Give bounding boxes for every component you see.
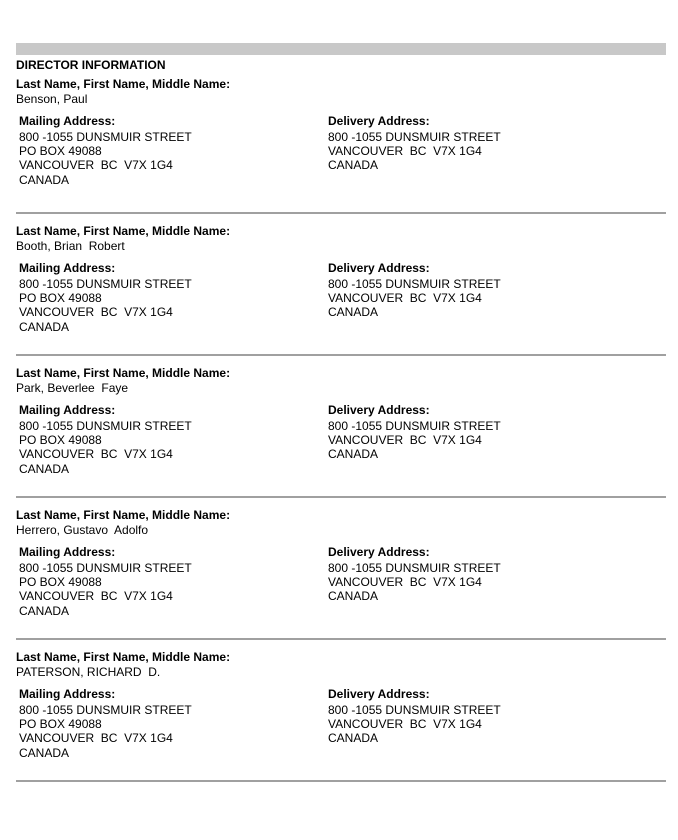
- mailing-address: [19, 545, 192, 618]
- address-line: VANCOUVER BC V7X 1G4: [19, 589, 173, 604]
- mailing-address-label: Mailing Address:: [19, 687, 116, 701]
- name-label: Last Name, First Name, Middle Name:: [16, 77, 231, 91]
- address-line: CANADA: [19, 745, 70, 760]
- section-header-bar: [16, 43, 666, 55]
- director-information-page: [16, 43, 666, 782]
- director-name: PATERSON, RICHARD D.: [16, 665, 161, 679]
- address-line: CANADA: [328, 589, 379, 604]
- director-list: [16, 77, 666, 782]
- delivery-address-label: Delivery Address:: [328, 545, 430, 559]
- address-line: VANCOUVER BC V7X 1G4: [19, 305, 173, 320]
- address-line: CANADA: [19, 319, 70, 334]
- delivery-address: [328, 403, 501, 462]
- divider: [16, 212, 666, 214]
- address-line: 800 -1055 DUNSMUIR STREET: [328, 561, 501, 575]
- director-record: [16, 366, 666, 498]
- divider: [16, 496, 666, 498]
- delivery-address-label: Delivery Address:: [328, 261, 430, 275]
- director-name: Booth, Brian Robert: [16, 239, 125, 253]
- address-line: VANCOUVER BC V7X 1G4: [19, 731, 173, 746]
- mailing-address-label: Mailing Address:: [19, 545, 116, 559]
- mailing-address: [19, 261, 192, 334]
- divider: [16, 780, 666, 782]
- delivery-address-label: Delivery Address:: [328, 114, 430, 128]
- address-line: 800 -1055 DUNSMUIR STREET: [328, 419, 501, 433]
- name-label: Last Name, First Name, Middle Name:: [16, 508, 231, 522]
- delivery-address: [328, 114, 501, 173]
- address-line: 800 -1055 DUNSMUIR STREET: [328, 277, 501, 291]
- address-line: VANCOUVER BC V7X 1G4: [328, 291, 482, 306]
- director-record: [16, 508, 666, 640]
- address-line: VANCOUVER BC V7X 1G4: [328, 575, 482, 590]
- address-line: CANADA: [328, 305, 379, 320]
- mailing-address-label: Mailing Address:: [19, 403, 116, 417]
- delivery-address: [328, 261, 501, 320]
- delivery-address: [328, 687, 501, 746]
- delivery-address-label: Delivery Address:: [328, 403, 430, 417]
- address-line: PO BOX 49088: [19, 144, 102, 159]
- address-line: 800 -1055 DUNSMUIR STREET: [328, 703, 501, 717]
- address-line: CANADA: [328, 158, 379, 173]
- mailing-address: [19, 403, 192, 476]
- section-title: DIRECTOR INFORMATION: [16, 58, 166, 72]
- delivery-address: [328, 545, 501, 604]
- address-line: PO BOX 49088: [19, 575, 102, 590]
- address-line: 800 -1055 DUNSMUIR STREET: [19, 419, 192, 433]
- address-line: 800 -1055 DUNSMUIR STREET: [19, 130, 192, 144]
- address-line: CANADA: [19, 603, 70, 618]
- mailing-address: [19, 687, 192, 760]
- director-record: [16, 77, 666, 214]
- divider: [16, 638, 666, 640]
- address-line: 800 -1055 DUNSMUIR STREET: [19, 561, 192, 575]
- address-line: 800 -1055 DUNSMUIR STREET: [19, 703, 192, 717]
- director-name: Benson, Paul: [16, 92, 88, 106]
- name-label: Last Name, First Name, Middle Name:: [16, 650, 231, 664]
- director-name: Park, Beverlee Faye: [16, 381, 129, 395]
- address-line: CANADA: [328, 447, 379, 462]
- address-line: CANADA: [19, 172, 70, 187]
- director-record: [16, 224, 666, 356]
- director-name: Herrero, Gustavo Adolfo: [16, 523, 149, 537]
- mailing-address: [19, 114, 192, 187]
- address-line: CANADA: [328, 731, 379, 746]
- address-line: 800 -1055 DUNSMUIR STREET: [328, 130, 501, 144]
- name-label: Last Name, First Name, Middle Name:: [16, 224, 231, 238]
- address-line: VANCOUVER BC V7X 1G4: [328, 433, 482, 448]
- mailing-address-label: Mailing Address:: [19, 261, 116, 275]
- address-line: VANCOUVER BC V7X 1G4: [19, 447, 173, 462]
- address-line: PO BOX 49088: [19, 433, 102, 448]
- address-line: VANCOUVER BC V7X 1G4: [19, 158, 173, 173]
- mailing-address-label: Mailing Address:: [19, 114, 116, 128]
- name-label: Last Name, First Name, Middle Name:: [16, 366, 231, 380]
- divider: [16, 354, 666, 356]
- address-line: VANCOUVER BC V7X 1G4: [328, 144, 482, 159]
- director-record: [16, 650, 666, 782]
- delivery-address-label: Delivery Address:: [328, 687, 430, 701]
- address-line: CANADA: [19, 461, 70, 476]
- address-line: PO BOX 49088: [19, 717, 102, 732]
- address-line: 800 -1055 DUNSMUIR STREET: [19, 277, 192, 291]
- address-line: VANCOUVER BC V7X 1G4: [328, 717, 482, 732]
- address-line: PO BOX 49088: [19, 291, 102, 306]
